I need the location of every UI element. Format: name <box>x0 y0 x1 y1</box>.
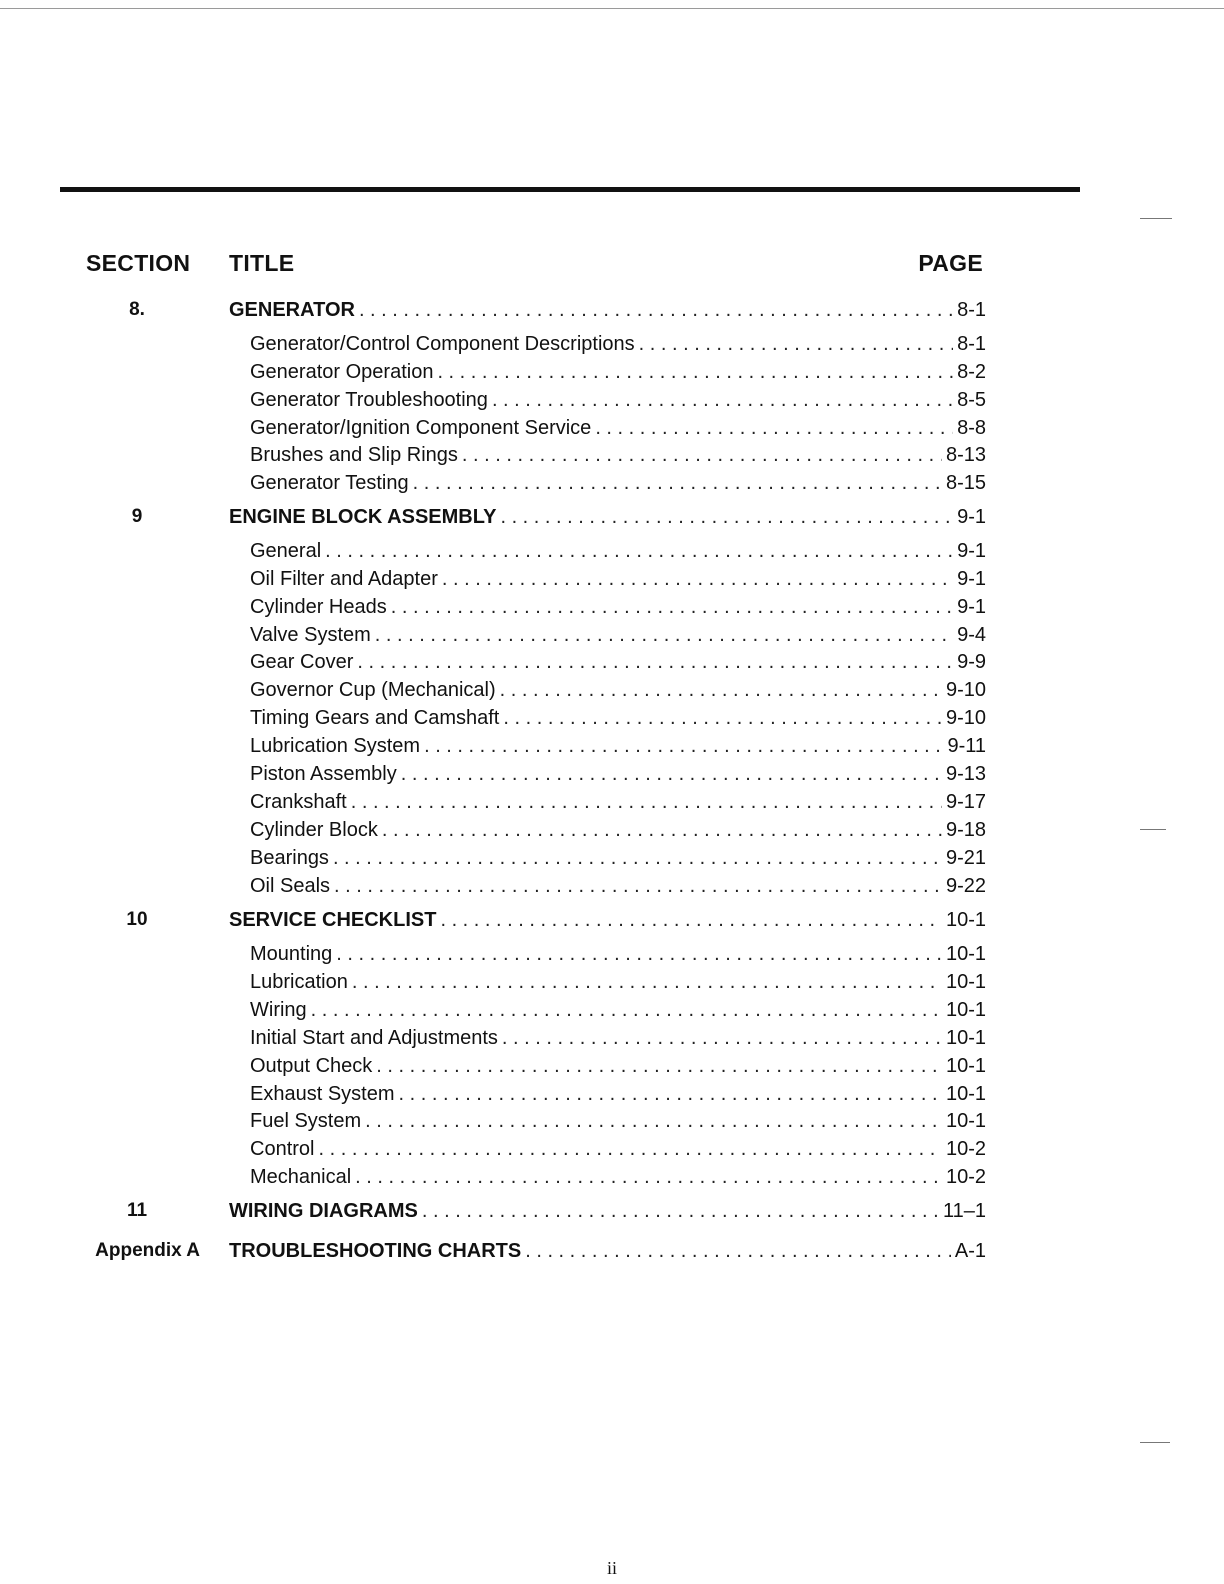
toc-entry-page: 9-22 <box>945 875 986 897</box>
toc-section-row <box>0 1198 1224 1224</box>
dot-leader <box>318 1136 941 1162</box>
dot-leader <box>357 649 953 675</box>
scan-mark <box>1140 1442 1170 1443</box>
dot-leader <box>325 538 953 564</box>
toc-section-number: 11 <box>126 1200 148 1221</box>
toc-section-number: Appendix A <box>95 1240 200 1261</box>
toc-entry-title: Gear Cover <box>250 651 354 673</box>
header-rule <box>60 187 1080 192</box>
toc-subsection-row <box>0 538 1224 564</box>
toc-subsection-row <box>0 566 1224 592</box>
dot-leader <box>311 997 942 1023</box>
toc-entry-title: Generator/Control Component Descriptions <box>250 333 635 355</box>
toc-entry-page: 10-1 <box>945 943 986 965</box>
toc-entry-page: 10-1 <box>945 971 986 993</box>
toc-entry <box>250 594 986 620</box>
toc-entry-page: 9-10 <box>945 679 986 701</box>
scan-mark <box>1140 218 1172 219</box>
toc-section-number: 9 <box>131 506 143 527</box>
toc-entry <box>250 649 986 675</box>
toc-subsection-row <box>0 470 1224 496</box>
toc-entry-title: Generator Operation <box>250 361 434 383</box>
dot-leader <box>424 733 943 759</box>
dot-leader <box>500 504 953 530</box>
toc-subsection-row <box>0 649 1224 675</box>
toc-entry-title: Fuel System <box>250 1110 362 1132</box>
toc-entry-title: ENGINE BLOCK ASSEMBLY <box>229 506 497 528</box>
toc-entry-title: GENERATOR <box>229 299 355 321</box>
dot-leader <box>352 969 942 995</box>
column-header-title: TITLE <box>229 250 295 276</box>
toc-entry-title: Cylinder Block <box>250 819 378 841</box>
toc-entry <box>250 705 986 731</box>
dot-leader <box>462 442 942 468</box>
toc-entry-page: 9-1 <box>957 596 986 618</box>
toc-entry-page: 9-11 <box>947 735 986 757</box>
toc-entry-title: Valve System <box>250 624 371 646</box>
page-number: ii <box>606 1558 617 1578</box>
toc-subsection-row <box>0 997 1224 1023</box>
toc-entry-page: 9-21 <box>945 847 986 869</box>
toc-entry <box>250 789 986 815</box>
toc-entry-page: 8-5 <box>957 389 986 411</box>
toc-entry <box>250 359 986 385</box>
toc-entry <box>250 415 986 441</box>
dot-leader <box>334 873 942 899</box>
toc-entry-page: 10-1 <box>945 909 986 931</box>
toc-entry-page: A-1 <box>954 1240 986 1262</box>
dot-leader <box>365 1108 942 1134</box>
dot-leader <box>437 359 953 385</box>
toc-entry <box>250 969 986 995</box>
toc-entry <box>250 997 986 1023</box>
dot-leader <box>422 1198 939 1224</box>
toc-section-row <box>0 1238 1224 1264</box>
toc-subsection-row <box>0 415 1224 441</box>
toc-entry <box>250 733 986 759</box>
dot-leader <box>336 941 942 967</box>
toc-subsection-row <box>0 1081 1224 1107</box>
toc-entry <box>250 470 986 496</box>
toc-entry-page: 9-1 <box>957 506 986 528</box>
dot-leader <box>500 677 942 703</box>
toc-entry <box>250 761 986 787</box>
toc-subsection-row <box>0 1053 1224 1079</box>
toc-subsection-row <box>0 1136 1224 1162</box>
column-header-section: SECTION <box>86 250 191 276</box>
toc-entry-page: 10-1 <box>945 1110 986 1132</box>
toc-entry <box>250 1025 986 1051</box>
toc-section-number: 8. <box>129 299 145 320</box>
toc-entry <box>250 817 986 843</box>
toc-entry-page: 8-2 <box>957 361 986 383</box>
toc-subsection-row <box>0 1164 1224 1190</box>
toc-entry-title: Wiring <box>250 999 307 1021</box>
page-top-edge <box>0 8 1224 9</box>
toc-subsection-row <box>0 845 1224 871</box>
toc-subsection-row <box>0 705 1224 731</box>
toc-entry-page: 9-9 <box>957 651 986 673</box>
dot-leader <box>442 566 953 592</box>
toc-subsection-row <box>0 1108 1224 1134</box>
toc-entry <box>250 566 986 592</box>
toc-entry-page: 9-18 <box>945 819 986 841</box>
toc-entry-title: Piston Assembly <box>250 763 397 785</box>
toc-entry-title: TROUBLESHOOTING CHARTS <box>229 1240 522 1262</box>
toc-entry <box>250 331 986 357</box>
dot-leader <box>355 1164 942 1190</box>
toc-entry <box>250 442 986 468</box>
dot-leader <box>359 297 953 323</box>
toc-entry-page: 8-13 <box>945 444 986 466</box>
toc-entry-title: Generator/Ignition Component Service <box>250 417 592 439</box>
toc-subsection-row <box>0 941 1224 967</box>
toc-subsection-row <box>0 733 1224 759</box>
toc-entry-title: Generator Testing <box>250 472 409 494</box>
toc-section-row <box>0 907 1224 933</box>
toc-entry <box>250 1164 986 1190</box>
dot-leader <box>351 789 942 815</box>
toc-entry <box>229 1198 986 1224</box>
toc-entry-title: Governor Cup (Mechanical) <box>250 679 496 701</box>
toc-entry-title: Lubrication <box>250 971 348 993</box>
toc-entry <box>250 677 986 703</box>
dot-leader <box>333 845 942 871</box>
dot-leader <box>401 761 942 787</box>
toc-entry-page: 8-1 <box>957 299 986 321</box>
toc-entry-title: Timing Gears and Camshaft <box>250 707 500 729</box>
toc-entry-page: 10-2 <box>945 1138 986 1160</box>
toc-subsection-row <box>0 594 1224 620</box>
toc-entry-title: General <box>250 540 322 562</box>
toc-subsection-row <box>0 359 1224 385</box>
column-header-page: PAGE <box>918 250 983 276</box>
dot-leader <box>595 415 953 441</box>
dot-leader <box>413 470 942 496</box>
toc-entry-title: Crankshaft <box>250 791 347 813</box>
toc-entry <box>229 504 986 530</box>
toc-entry-page: 11–1 <box>942 1200 986 1222</box>
toc-entry-title: Generator Troubleshooting <box>250 389 488 411</box>
toc-entry-page: 8-1 <box>957 333 986 355</box>
toc-entry-page: 8-8 <box>957 417 986 439</box>
toc-entry-title: Mounting <box>250 943 333 965</box>
toc-entry-title: Exhaust System <box>250 1083 395 1105</box>
toc-entry-page: 8-15 <box>945 472 986 494</box>
toc-entry-title: Cylinder Heads <box>250 596 387 618</box>
toc-entry <box>250 1108 986 1134</box>
toc-entry-page: 10-1 <box>945 999 986 1021</box>
toc-entry-page: 9-4 <box>957 624 986 646</box>
toc-entry-title: Control <box>250 1138 315 1160</box>
dot-leader <box>391 594 953 620</box>
toc-entry-title: Output Check <box>250 1055 373 1077</box>
toc-entry-title: Initial Start and Adjustments <box>250 1027 498 1049</box>
dot-leader <box>382 817 942 843</box>
toc-entry <box>250 387 986 413</box>
toc-entry-title: Oil Filter and Adapter <box>250 568 438 590</box>
toc-entry <box>250 1136 986 1162</box>
toc-subsection-row <box>0 331 1224 357</box>
toc-entry-title: Oil Seals <box>250 875 331 897</box>
toc-entry <box>229 1238 986 1264</box>
toc-entry <box>250 538 986 564</box>
toc-entry <box>229 297 986 323</box>
toc-entry-title: Bearings <box>250 847 329 869</box>
dot-leader <box>440 907 942 933</box>
dot-leader <box>639 331 953 357</box>
dot-leader <box>399 1081 942 1107</box>
toc-entry <box>250 1081 986 1107</box>
toc-subsection-row <box>0 677 1224 703</box>
toc-entry-title: Brushes and Slip Rings <box>250 444 458 466</box>
toc-entry-page: 10-1 <box>945 1027 986 1049</box>
toc-entry-page: 9-1 <box>957 540 986 562</box>
toc-entry-page: 9-13 <box>945 763 986 785</box>
scan-mark <box>1140 829 1166 830</box>
toc-entry-title: SERVICE CHECKLIST <box>229 909 437 931</box>
toc-entry <box>250 622 986 648</box>
dot-leader <box>502 1025 942 1051</box>
toc-subsection-row <box>0 387 1224 413</box>
toc-entry-title: Mechanical <box>250 1166 352 1188</box>
toc-subsection-row <box>0 1025 1224 1051</box>
toc-subsection-row <box>0 969 1224 995</box>
toc-entry-title: Lubrication System <box>250 735 421 757</box>
toc-entry <box>250 845 986 871</box>
toc-entry-page: 10-2 <box>945 1166 986 1188</box>
toc-section-number: 10 <box>126 909 148 930</box>
toc-entry-title: WIRING DIAGRAMS <box>229 1200 418 1222</box>
toc-section-row <box>0 297 1224 323</box>
dot-leader <box>376 1053 942 1079</box>
toc-subsection-row <box>0 817 1224 843</box>
toc-entry-page: 9-17 <box>945 791 986 813</box>
toc-entry-page: 9-1 <box>957 568 986 590</box>
toc-subsection-row <box>0 442 1224 468</box>
dot-leader <box>492 387 953 413</box>
toc-subsection-row <box>0 622 1224 648</box>
toc-subsection-row <box>0 761 1224 787</box>
toc-entry-page: 10-1 <box>945 1055 986 1077</box>
dot-leader <box>503 705 942 731</box>
toc-entry <box>250 1053 986 1079</box>
dot-leader <box>375 622 953 648</box>
toc-section-row <box>0 504 1224 530</box>
toc-entry <box>229 907 986 933</box>
toc-entry <box>250 873 986 899</box>
toc-entry-page: 9-10 <box>945 707 986 729</box>
toc-subsection-row <box>0 873 1224 899</box>
toc-subsection-row <box>0 789 1224 815</box>
toc-entry <box>250 941 986 967</box>
toc-entry-page: 10-1 <box>945 1083 986 1105</box>
dot-leader <box>525 1238 951 1264</box>
